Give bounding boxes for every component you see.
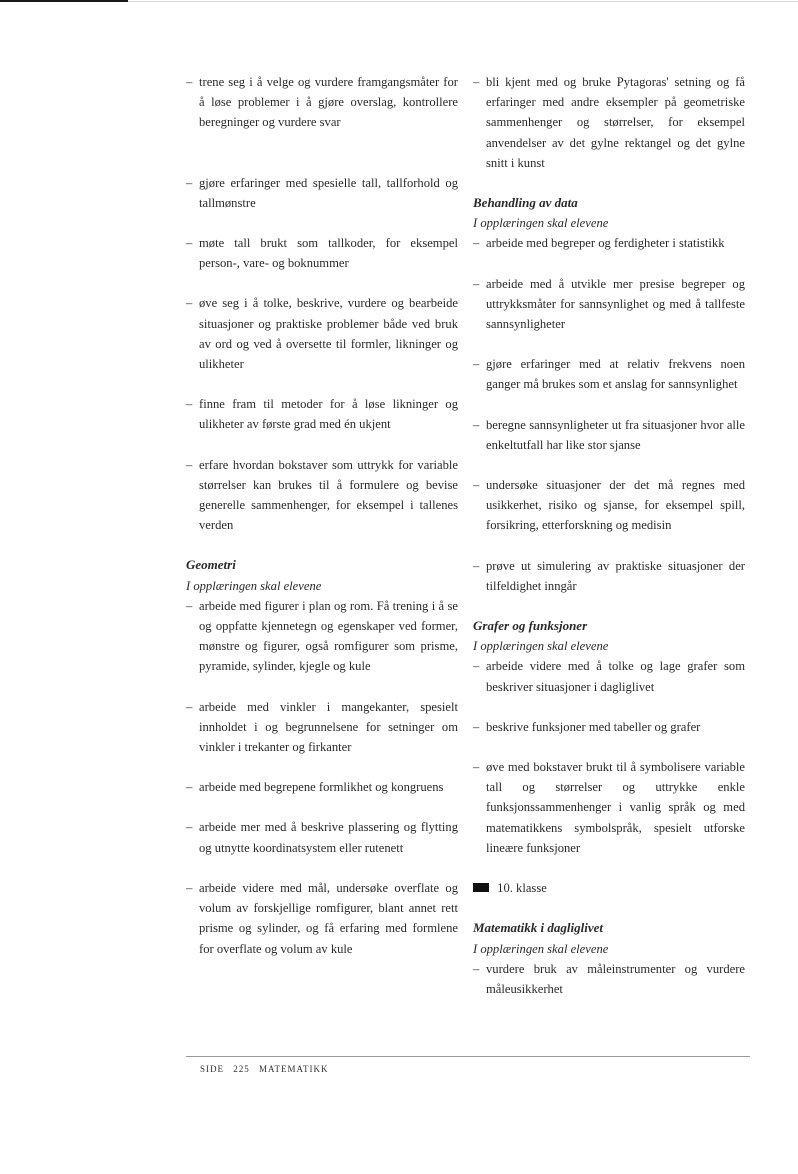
dash-bullet: – (473, 659, 480, 674)
list-item-text: gjøre erfaringer med at relativ frekvens noen ganger må brukes som et anslag for sannsynlighet (486, 357, 745, 392)
dash-bullet: – (186, 780, 193, 795)
list-item (186, 72, 458, 133)
dash-bullet: – (473, 961, 480, 976)
list-item (473, 274, 745, 335)
spacer (473, 596, 745, 616)
spacer (473, 737, 745, 757)
list-item (186, 817, 458, 857)
list-item (186, 233, 458, 273)
section-heading: Grafer og funksjoner (473, 618, 588, 634)
list-item (186, 596, 458, 677)
list-item (186, 878, 458, 959)
list-item-text: gjøre erfaringer med spesielle tall, tallforhold og tallmønstre (199, 175, 458, 210)
list-item-text: øve seg i å tolke, beskrive, vurdere og bearbeide situasjoner og praktiske problemer både ved bruk av ord og ved å oversette til formler, likninger og ulikheter (199, 296, 458, 372)
dash-bullet: – (473, 357, 480, 372)
dash-bullet: – (186, 699, 193, 714)
section-intro: I opplæringen skal elevene (473, 216, 609, 231)
list-item (473, 717, 745, 737)
spacer (473, 254, 745, 274)
list-item-text: arbeide med figurer i plan og rom. Få trening i å se og oppfatte kjennetegn og egenskaper ved former, mønstre og figurer, også romfigurer som prisme, pyramide, sylinder, kjegle og kule (199, 598, 458, 674)
list-item-text: finne fram til metoder for å løse likninger og ulikheter av første grad med én ukjent (199, 397, 458, 432)
footer-subject: MATEMATIKK (259, 1064, 329, 1074)
spacer (473, 455, 745, 475)
list-item (473, 354, 745, 394)
list-item (186, 293, 458, 374)
list-item-text: beregne sannsynligheter ut fra situasjoner hvor alle enkeltutfall har like stor sjanse (486, 417, 745, 452)
dash-bullet: – (473, 417, 480, 432)
list-item (473, 72, 745, 173)
spacer (473, 334, 745, 354)
list-item-text: arbeide med å utvikle mer presise begreper og uttrykksmåter for sannsynlighet og med å tallfeste sannsynligheter (486, 276, 745, 332)
section-intro: I opplæringen skal elevene (473, 639, 609, 654)
dash-bullet: – (186, 820, 193, 835)
section-intro: I opplæringen skal elevene (473, 941, 609, 956)
list-item-text: møte tall brukt som tallkoder, for eksempel person-, vare- og boknummer (199, 236, 458, 271)
list-item-text: arbeide videre med å tolke og lage grafer som beskriver situasjoner i dagliglivet (486, 659, 745, 694)
right-column (473, 72, 745, 999)
spacer (186, 858, 458, 878)
list-item-text: arbeide med begrepene formlikhet og kongruens (199, 780, 444, 795)
dash-bullet: – (186, 457, 193, 472)
list-item (473, 475, 745, 536)
list-item (473, 959, 745, 999)
dash-bullet: – (186, 598, 193, 613)
list-item-text: arbeide videre med mål, undersøke overflate og volum av forskjellige romfigurer, blant annet rett prisme og sylinder, og få erfaring med formlene for overflate og volum av kule (199, 880, 458, 956)
list-item (186, 455, 458, 536)
spacer (473, 697, 745, 717)
page-footer (200, 1064, 329, 1074)
spacer (186, 435, 458, 455)
spacer (186, 535, 458, 555)
dash-bullet: – (473, 719, 480, 734)
section-heading: Behandling av data (473, 195, 578, 211)
list-item-text: vurdere bruk av måleinstrumenter og vurdere måleusikkerhet (486, 961, 745, 996)
list-item-text: arbeide mer med å beskrive plassering og flytting og utnytte koordinatsystem eller rutenett (199, 820, 458, 855)
spacer (473, 858, 745, 878)
list-item (473, 757, 745, 858)
dash-bullet: – (473, 276, 480, 291)
spacer (186, 374, 458, 394)
dash-bullet: – (186, 175, 193, 190)
list-item-text: øve med bokstaver brukt til å symbolisere variable tall og størrelser og uttrykke enkle funksjonssammenhenger i vanlig språk og med matematikkens symbolspråk, spesielt utforske lineære funksjoner (486, 760, 745, 855)
dash-bullet: – (186, 296, 193, 311)
spacer (473, 395, 745, 415)
spacer (186, 797, 458, 817)
spacer (186, 133, 458, 173)
dash-bullet: – (473, 558, 480, 573)
list-item (186, 697, 458, 758)
list-item (473, 556, 745, 596)
spacer (473, 898, 745, 918)
spacer (186, 213, 458, 233)
list-item (473, 656, 745, 696)
list-item-text: arbeide med vinkler i mangekanter, spesielt innholdet i og begrunnelsene for setninger om vinkler i trekanter og firkanter (199, 699, 458, 755)
top-edge-line (0, 0, 128, 2)
footer-rule (186, 1056, 750, 1057)
dash-bullet: – (186, 75, 193, 89)
list-item (186, 173, 458, 213)
section-heading: Geometri (186, 557, 236, 573)
spacer (186, 677, 458, 697)
list-item-text: undersøke situasjoner der det må regnes med usikkerhet, risiko og sjanse, for eksempel spill, forsikring, etterforskning og medisin (486, 478, 745, 533)
dash-bullet: – (473, 478, 480, 493)
list-item-text: arbeide med begreper og ferdigheter i statistikk (486, 236, 725, 251)
dash-bullet: – (473, 236, 480, 251)
spacer (186, 273, 458, 293)
list-item (186, 394, 458, 434)
spacer (473, 173, 745, 193)
footer-page-number: 225 (233, 1064, 250, 1074)
list-item-text: beskrive funksjoner med tabeller og grafer (486, 719, 701, 734)
list-item-text: bli kjent med og bruke Pytagoras' setning og få erfaringer med andre eksempler på geometriske sammenhenger og størrelser, for eksempel anvendelser av det gylne rektangel og det gylne snitt i kunst (486, 75, 745, 170)
top-edge-rule (128, 1, 798, 2)
dash-bullet: – (186, 880, 193, 895)
list-item-text: prøve ut simulering av praktiske situasjoner der tilfeldighet inngår (486, 558, 745, 593)
dash-bullet: – (473, 760, 480, 775)
grade-heading (473, 878, 745, 898)
grade-label: 10. klasse (497, 881, 547, 896)
footer-side-label: SIDE (200, 1064, 224, 1074)
list-item (473, 415, 745, 455)
spacer (186, 757, 458, 777)
spacer (473, 536, 745, 556)
section-heading: Matematikk i dagliglivet (473, 920, 603, 936)
list-item (473, 233, 745, 253)
section-intro: I opplæringen skal elevene (186, 578, 322, 593)
square-bullets-icon (473, 878, 489, 898)
dash-bullet: – (186, 236, 193, 251)
dash-bullet: – (473, 75, 480, 89)
dash-bullet: – (186, 397, 193, 412)
list-item-text: erfare hvordan bokstaver som uttrykk for variable størrelser kan brukes til å formulere og bevise generelle sammenhenger, for eksempel i tallenes verden (199, 457, 458, 533)
left-column (186, 72, 458, 959)
list-item (186, 777, 458, 797)
list-item-text: trene seg i å velge og vurdere framgangsmåter for å løse problemer i å gjøre overslag, kontrollere beregninger og vurdere svar (199, 75, 458, 130)
